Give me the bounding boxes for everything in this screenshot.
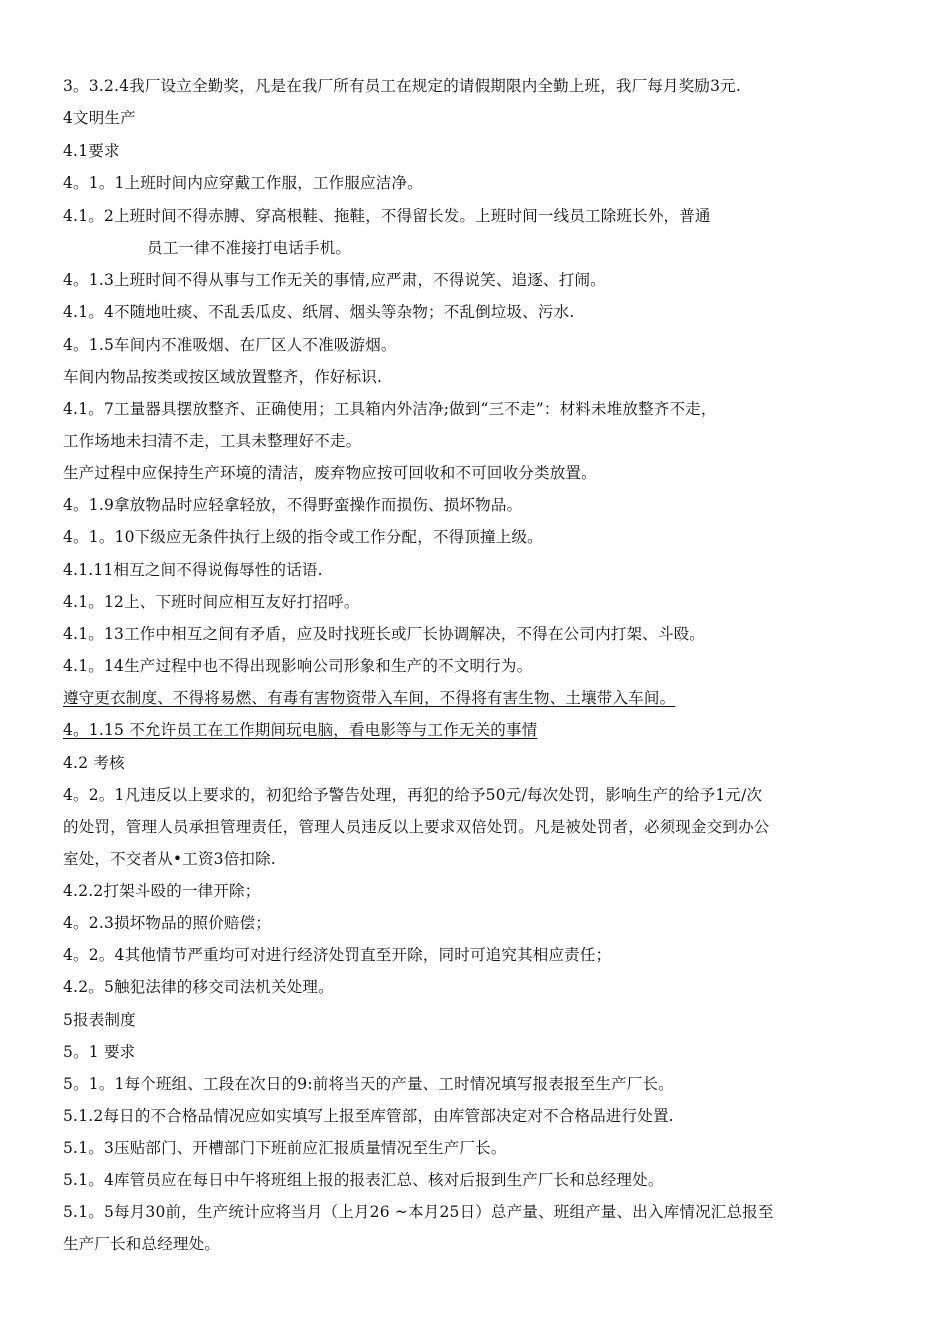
section-heading: 4文明生产 — [63, 109, 136, 127]
text-line: 4。2。4其他情节严重均可对进行经济处罚直至开除，同时可追究其相应责任； — [63, 946, 612, 964]
text-line: 5.1。4库管员应在每日中午将班组上报的报表汇总、核对后报到生产厂长和总经理处。 — [63, 1171, 664, 1189]
text-line: 4。2。1凡违反以上要求的，初犯给予警告处理，再犯的给予50元/每次处罚，影响生产的给予1元/次 — [63, 786, 763, 804]
text-line: 工作场地未扫清不走，工具未整理好不走。 — [63, 432, 362, 450]
text-line: 4。1。1上班时间内应穿戴工作服，工作服应洁净。 — [63, 174, 423, 192]
section-heading: 5报表制度 — [63, 1011, 136, 1029]
text-line: 4。2.3损坏物品的照价赔偿； — [63, 914, 272, 932]
text-line: 4.2。5触犯法律的移交司法机关处理。 — [63, 978, 334, 996]
subsection-heading: 4.2 考核 — [63, 754, 125, 772]
text-line: 4.1。4不随地吐痰、不乱丢瓜皮、纸屑、烟头等杂物；不乱倒垃圾、污水. — [63, 303, 575, 321]
text-line: 4.1。7工量器具摆放整齐、正确使用；工具箱内外洁净;做到“三不走”：材料未堆放整齐不走， — [63, 400, 717, 418]
text-line: 4.2.2打架斗殴的一律开除； — [63, 882, 261, 900]
text-line: 5.1.2每日的不合格品情况应如实填写上报至库管部，由库管部决定对不合格品进行处置. — [63, 1107, 674, 1125]
text-line: 生产厂长和总经理处。 — [63, 1235, 221, 1253]
text-line: 4。1.3上班时间不得从事与工作无关的事情,应严肃，不得说笑、追逐、打闹。 — [63, 271, 606, 289]
text-line: 生产过程中应保持生产环境的清洁，废弃物应按可回收和不可回收分类放置。 — [63, 464, 597, 482]
text-line: 5。1。1每个班组、工段在次日的9:前将当天的产量、工时情况填写报表报至生产厂长。 — [63, 1075, 674, 1093]
text-line: 4.1。12上、下班时间应相互友好打招呼。 — [63, 593, 360, 611]
text-line: 5.1。3压贴部门、开槽部门下班前应汇报质量情况至生产厂长。 — [63, 1139, 507, 1157]
underlined-text-line: 4。1.15 不允许员工在工作期间玩电脑，看电影等与工作无关的事情 — [63, 721, 538, 739]
text-line: 的处罚，管理人员承担管理责任，管理人员违反以上要求双倍处罚。凡是被处罚者，必须现金交到办公 — [63, 818, 770, 836]
text-line: 4.1。2上班时间不得赤膊、穿高根鞋、拖鞋，不得留长发。上班时间一线员工除班长外，普通 — [63, 207, 711, 225]
underlined-text-line: 遵守更衣制度、不得将易燃、有毒有害物资带入车间，不得将有害生物、土壤带入车间。 — [63, 689, 676, 707]
text-line: 3。3.2.4我厂设立全勤奖，凡是在我厂所有员工在规定的请假期限内全勤上班，我厂每月奖励3元. — [63, 77, 741, 95]
text-line: 车间内物品按类或按区域放置整齐，作好标识. — [63, 368, 383, 386]
text-line: 4。1。10下级应无条件执行上级的指令或工作分配，不得顶撞上级。 — [63, 528, 543, 546]
text-line: 4.1.11相互之间不得说侮辱性的话语. — [63, 561, 323, 579]
subsection-heading: 4.1要求 — [63, 142, 120, 160]
text-line: 5.1。5每月30前，生产统计应将当月（上月26 ~本月25日）总产量、班组产量、出入库情况汇总报至 — [63, 1203, 774, 1221]
subsection-heading: 5。1 要求 — [63, 1043, 136, 1061]
text-line: 4。1.9拿放物品时应轻拿轻放，不得野蛮操作而损伤、损坏物品。 — [63, 496, 523, 514]
text-line: 室处，不交者从•工资3倍扣除. — [63, 850, 276, 868]
text-line: 4.1。13工作中相互之间有矛盾，应及时找班长或厂长协调解决，不得在公司内打架、斗殴。 — [63, 625, 705, 643]
text-line: 员工一律不准接打电话手机。 — [147, 239, 352, 257]
text-line: 4.1。14生产过程中也不得出现影响公司形象和生产的不文明行为。 — [63, 657, 533, 675]
text-line: 4。1.5车间内不准吸烟、在厂区人不准吸游烟。 — [63, 336, 397, 354]
